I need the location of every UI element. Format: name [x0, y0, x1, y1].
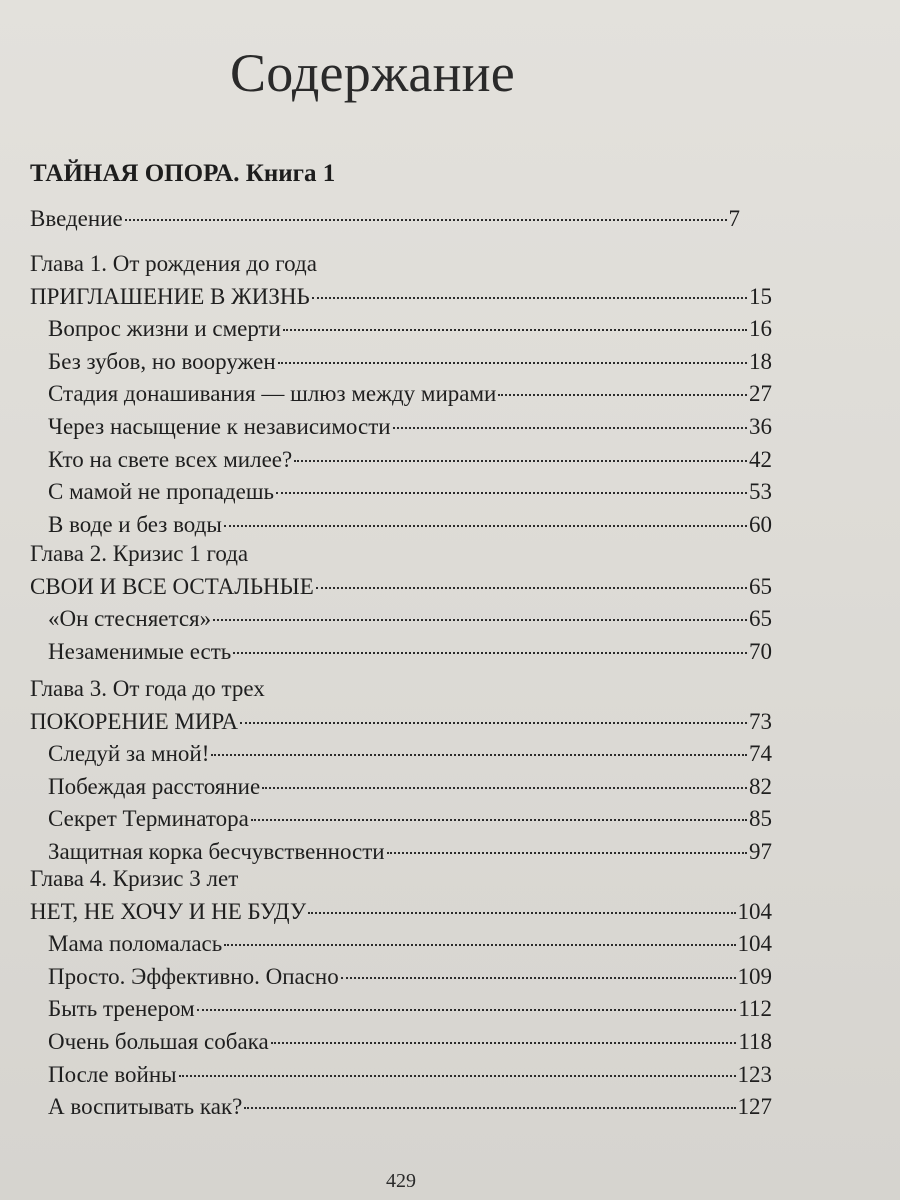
- dot-leader: [197, 1009, 737, 1011]
- toc-entry-label: Побеждая расстояние: [48, 773, 261, 799]
- dot-leader: [224, 525, 747, 527]
- dot-leader: [387, 852, 747, 854]
- dot-leader: [262, 787, 747, 789]
- toc-entry-label: Через насыщение к независимости: [48, 414, 391, 439]
- toc-entry-label: Без зубов, но вооружен: [48, 348, 276, 374]
- toc-entry-label: НЕТ, НЕ ХОЧУ И НЕ БУДУ: [30, 898, 307, 924]
- section-entry: [48, 605, 772, 633]
- toc-entry-page: 127: [737, 1094, 772, 1120]
- toc-entry-label: В воде и без воды: [48, 511, 222, 537]
- toc-entry-label: СВОИ И ВСЕ ОСТАЛЬНЫЕ: [30, 573, 314, 599]
- toc-entry-page: 104: [737, 931, 772, 957]
- section-entry: [48, 805, 772, 833]
- dot-leader: [251, 819, 747, 821]
- section-entry: [48, 511, 772, 539]
- dot-leader: [276, 492, 747, 494]
- toc-entry-page: 53: [749, 479, 772, 505]
- section-entry: [48, 1061, 772, 1089]
- chapter-heading-entry: [30, 573, 772, 601]
- toc-entry-page: 85: [749, 806, 772, 832]
- dot-leader: [240, 722, 747, 724]
- section-entry: [48, 930, 772, 958]
- section-entry: [48, 638, 772, 666]
- toc-entry-label: Быть тренером: [48, 996, 195, 1022]
- section-entry: [48, 1093, 772, 1121]
- chapter-heading-entry: [30, 898, 772, 926]
- toc-entry-label: ПОКОРЕНИЕ МИРА: [30, 708, 238, 734]
- chapter-label: Глава 4. Кризис 3 лет: [30, 866, 239, 891]
- dot-leader: [224, 944, 735, 946]
- toc-entry-page: 42: [749, 446, 772, 472]
- toc-entry-label: Стадия донашивания — шлюз между мирами: [48, 381, 497, 407]
- dot-leader: [341, 977, 736, 979]
- dot-leader: [233, 652, 747, 654]
- section-entry: [48, 446, 772, 474]
- toc-entry-page: 118: [738, 1029, 772, 1054]
- dot-leader: [283, 329, 747, 331]
- toc-entry-label: Защитная корка бесчувственности: [48, 839, 385, 864]
- toc-entry-page: 112: [738, 996, 772, 1022]
- section-entry: [48, 315, 772, 343]
- dot-leader: [294, 460, 747, 462]
- toc-entry-label: А воспитывать как?: [48, 1094, 243, 1120]
- section-entry: [48, 413, 772, 441]
- toc-entry-page: 123: [737, 1061, 772, 1087]
- toc-entry-page: 16: [749, 316, 772, 342]
- chapter-heading-entry: [30, 283, 772, 311]
- toc-entry-page: 7: [728, 206, 740, 231]
- section-entry: [48, 995, 772, 1023]
- toc-entry-label: Вопрос жизни и смерти: [48, 316, 281, 342]
- toc-entry-label: Незаменимые есть: [48, 638, 232, 664]
- toc-entry-label: Следуй за мной!: [48, 741, 210, 767]
- toc-entry-label: Кто на свете всех милее?: [48, 446, 293, 472]
- chapter-label: Глава 3. От года до трех: [30, 676, 265, 701]
- dot-leader: [244, 1107, 735, 1109]
- toc-entry-page: 36: [749, 414, 772, 439]
- toc-entry-label: «Он стесняется»: [48, 606, 212, 632]
- toc-entry-page: 65: [749, 606, 772, 632]
- dot-leader: [179, 1075, 736, 1077]
- toc-entry-page: 109: [737, 963, 772, 989]
- page-number: 429: [386, 1170, 416, 1192]
- toc-entry-page: 73: [749, 708, 772, 734]
- dot-leader: [211, 754, 747, 756]
- section-entry: [48, 478, 772, 506]
- toc-entry-label: Мама поломалась: [48, 931, 223, 957]
- dot-leader: [393, 427, 747, 429]
- section-entry: [48, 1028, 772, 1056]
- dot-leader: [125, 219, 727, 221]
- book-number: Книга 1: [245, 160, 336, 187]
- toc-entry-label: ПРИГЛАШЕНИЕ В ЖИЗНЬ: [30, 283, 310, 309]
- section-entry: [48, 740, 772, 768]
- dot-leader: [271, 1042, 737, 1044]
- dot-leader: [278, 362, 747, 364]
- toc-entry-page: 65: [749, 573, 772, 599]
- chapter-heading-entry: [30, 708, 772, 736]
- chapter-label: Глава 1. От рождения до года: [30, 251, 317, 276]
- toc-entry-label: Очень большая собака: [48, 1029, 269, 1054]
- section-entry: [48, 838, 772, 866]
- toc-entry-page: 104: [737, 898, 772, 924]
- toc-entry-page: 82: [749, 773, 772, 799]
- toc-entry-label: После войны: [48, 1061, 177, 1087]
- dot-leader: [308, 912, 735, 914]
- toc-entry-page: 18: [749, 348, 772, 374]
- dot-leader: [213, 619, 747, 621]
- section-entry: [48, 348, 772, 376]
- toc-entry-page: 15: [749, 283, 772, 309]
- toc-entry-page: 97: [749, 839, 772, 864]
- toc-entry-label: Просто. Эффективно. Опасно: [48, 963, 339, 989]
- section-entry: [48, 773, 772, 801]
- section-entry: [48, 380, 772, 408]
- toc-entry-intro: [30, 205, 740, 233]
- toc-entry-label: С мамой не пропадешь: [48, 479, 275, 505]
- chapter-label: Глава 2. Кризис 1 года: [30, 541, 249, 566]
- toc-entry-page: 70: [749, 638, 772, 664]
- toc-entry-page: 74: [749, 741, 772, 767]
- page-title: Содержание: [230, 43, 515, 103]
- toc-entry-label: Введение: [30, 206, 123, 231]
- section-entry: [48, 963, 772, 991]
- toc-entry-page: 27: [749, 381, 772, 407]
- dot-leader: [316, 587, 747, 589]
- dot-leader: [498, 394, 747, 396]
- dot-leader: [312, 297, 747, 299]
- toc-entry-page: 60: [749, 511, 772, 537]
- book-title-text: ТАЙНАЯ ОПОРА.: [30, 160, 240, 187]
- toc-entry-label: Секрет Терминатора: [48, 806, 249, 832]
